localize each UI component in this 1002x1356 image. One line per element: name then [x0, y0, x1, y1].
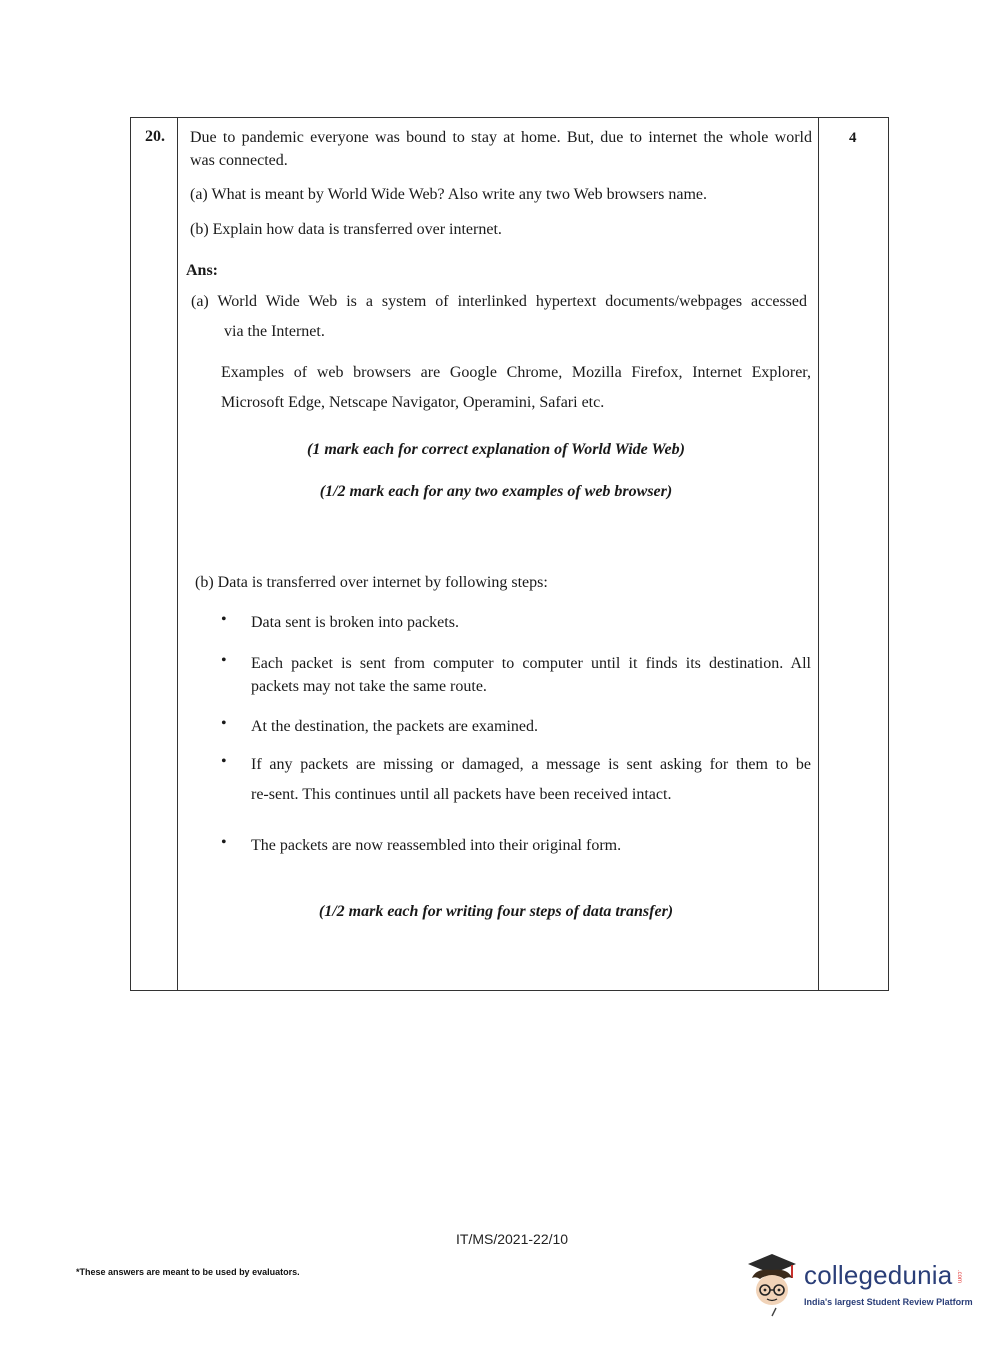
bullet-3: • — [221, 715, 227, 732]
mark-note-www: (1 mark each for correct explanation of World Wide Web) — [307, 441, 685, 458]
answer-a-line1: (a) World Wide Web is a system of interlinked hypertext documents/webpages accessed — [191, 293, 807, 310]
answer-b-intro: (b) Data is transferred over internet by following steps: — [195, 574, 548, 591]
step-4-line2: re-sent. This continues until all packets have been received intact. — [251, 786, 672, 803]
column-divider-left — [177, 118, 178, 990]
question-intro-line2: was connected. — [190, 152, 288, 169]
bullet-5: • — [221, 834, 227, 851]
mark-note-steps: (1/2 mark each for writing four steps of data transfer) — [318, 903, 674, 920]
question-marks: 4 — [849, 130, 857, 146]
answer-a-line2: via the Internet. — [224, 323, 325, 340]
question-table — [130, 117, 889, 991]
examples-line2: Microsoft Edge, Netscape Navigator, Operamini, Safari etc. — [221, 394, 605, 411]
mascot-icon — [742, 1250, 802, 1318]
step-2-line2: packets may not take the same route. — [251, 678, 487, 695]
step-3: At the destination, the packets are examined. — [251, 718, 539, 735]
step-1: Data sent is broken into packets. — [251, 614, 459, 631]
collegedunia-logo — [742, 1250, 972, 1320]
evaluator-disclaimer: *These answers are meant to be used by evaluators. — [76, 1267, 300, 1277]
logo-wordmark: collegedunia — [804, 1260, 953, 1290]
answer-label: Ans: — [186, 262, 219, 279]
step-5: The packets are now reassembled into their original form. — [251, 837, 622, 854]
question-number: 20. — [145, 128, 165, 145]
mark-note-browser: (1/2 mark each for any two examples of web browser) — [319, 483, 673, 500]
examples-line1: Examples of web browsers are Google Chrome, Mozilla Firefox, Internet Explorer, — [221, 364, 811, 381]
bullet-2: • — [221, 652, 227, 669]
logo-tagline: India's largest Student Review Platform — [804, 1297, 973, 1307]
question-part-b: (b) Explain how data is transferred over internet. — [190, 221, 502, 238]
question-part-a: (a) What is meant by World Wide Web? Also write any two Web browsers name. — [190, 186, 708, 203]
step-4-line1: If any packets are missing or damaged, a message is sent asking for them to be — [251, 756, 811, 773]
step-2-line1: Each packet is sent from computer to computer until it finds its destination. All — [251, 655, 811, 672]
question-intro-line1: Due to pandemic everyone was bound to stay at home. But, due to internet the whole world — [190, 129, 812, 146]
bullet-1: • — [221, 611, 227, 628]
page-code: IT/MS/2021-22/10 — [456, 1231, 569, 1247]
logo-com: .com — [956, 1270, 962, 1284]
column-divider-right — [818, 118, 819, 990]
bullet-4: • — [221, 753, 227, 770]
